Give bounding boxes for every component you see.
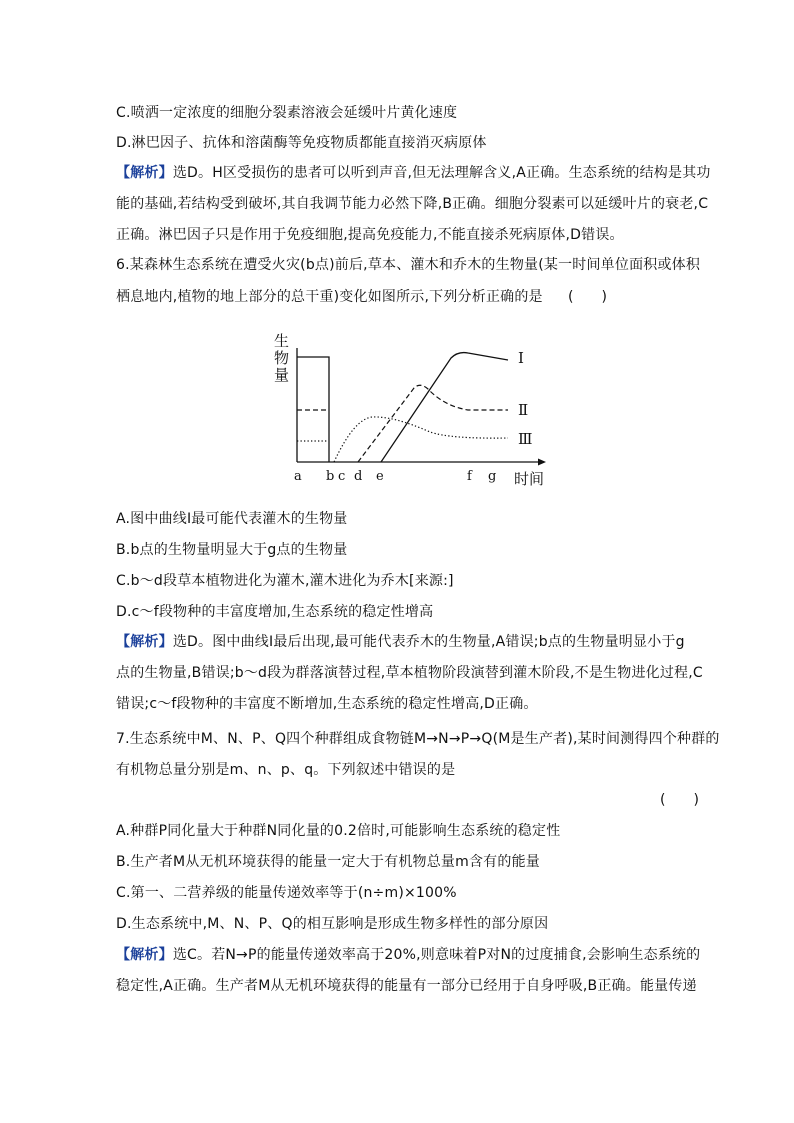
y-axis-label-char-2: 物 bbox=[274, 349, 290, 367]
answer-parentheses: ( ) bbox=[568, 289, 607, 305]
curve-I bbox=[381, 353, 508, 462]
analysis-tag: 【解析】 bbox=[116, 165, 173, 181]
analysis-7-line-2: 稳定性,A正确。生产者M从无机环境获得的能量有一部分已经用于自身呼吸,B正确。能量传递 bbox=[116, 978, 697, 994]
analysis-5-line-2: 能的基础,若结构受到破坏,其自我调节能力必然下降,B正确。细胞分裂素可以延缓叶片的衰老,C bbox=[116, 196, 709, 212]
x-tick-e: e bbox=[376, 469, 384, 484]
option-5c: C.喷洒一定浓度的细胞分裂素溶液会延缓叶片黄化速度 bbox=[116, 105, 458, 121]
option-6d: D.c～f段物种的丰富度增加,生态系统的稳定性增高 bbox=[116, 604, 434, 620]
curve-III bbox=[334, 417, 508, 462]
option-7b: B.生产者M从无机环境获得的能量一定大于有机物总量m含有的能量 bbox=[116, 854, 540, 870]
question-6-stem-1: 6.某森林生态系统在遭受火灾(b点)前后,草本、灌木和乔木的生物量(某一时间单位面积或体积 bbox=[116, 257, 701, 273]
answer-parentheses: ( ) bbox=[660, 792, 699, 808]
option-6b: B.b点的生物量明显大于g点的生物量 bbox=[116, 542, 348, 558]
question-7-stem-2: 有机物总量分别是m、n、p、q。下列叙述中错误的是 bbox=[116, 762, 456, 778]
option-7a: A.种群P同化量大于种群N同化量的0.2倍时,可能影响生态系统的稳定性 bbox=[116, 823, 561, 839]
curve-label-II: Ⅱ bbox=[518, 401, 529, 419]
analysis-6-line-1 bbox=[116, 633, 685, 651]
curve-label-III: Ⅲ bbox=[518, 430, 533, 448]
biomass-figure bbox=[268, 326, 550, 488]
analysis-7-text: 选C。若N→P的能量传递效率高于20%,则意味着P对N的过度捕食,会影响生态系统的 bbox=[172, 947, 701, 963]
analysis-5-line-1 bbox=[116, 164, 711, 182]
x-tick-f: f bbox=[467, 469, 472, 484]
analysis-7-line-1 bbox=[116, 946, 700, 964]
y-axis-label-char-1: 生 bbox=[274, 332, 290, 350]
analysis-6-line-2: 点的生物量,B错误;b～d段为群落演替过程,草本植物阶段演替到灌木阶段,不是生物进化过程,C bbox=[116, 665, 703, 681]
analysis-6-text: 选D。图中曲线Ⅰ最后出现,最可能代表乔木的生物量,A错误;b点的生物量明显小于g bbox=[172, 634, 685, 650]
analysis-tag: 【解析】 bbox=[116, 947, 173, 963]
option-7c: C.第一、二营养级的能量传递效率等于(n÷m)×100% bbox=[116, 885, 457, 901]
x-tick-a: a bbox=[294, 469, 302, 484]
analysis-5-text: 选D。H区受损伤的患者可以听到声音,但无法理解含义,A正确。生态系统的结构是其功 bbox=[172, 165, 711, 181]
question-6-stem-2: 栖息地内,植物的地上部分的总干重)变化如图所示,下列分析正确的是 bbox=[116, 289, 543, 305]
x-axis-arrow bbox=[538, 459, 546, 466]
x-tick-b: b bbox=[326, 469, 335, 484]
curve-label-I: Ⅰ bbox=[518, 349, 524, 367]
x-tick-g: g bbox=[488, 469, 497, 484]
curve-II bbox=[358, 385, 508, 462]
analysis-5-line-3: 正确。淋巴因子只是作用于免疫细胞,提高免疫能力,不能直接杀死病原体,D错误。 bbox=[116, 227, 624, 243]
option-5d: D.淋巴因子、抗体和溶菌酶等免疫物质都能直接消灭病原体 bbox=[116, 135, 487, 151]
x-tick-c: c bbox=[338, 469, 346, 484]
analysis-6-line-3: 错误;c～f段物种的丰富度不断增加,生态系统的稳定性增高,D正确。 bbox=[116, 696, 538, 712]
option-6c: C.b～d段草本植物进化为灌木,灌木进化为乔木[来源:] bbox=[116, 573, 454, 589]
analysis-tag: 【解析】 bbox=[116, 634, 173, 650]
x-axis-label: 时间 bbox=[514, 470, 545, 488]
x-tick-d: d bbox=[354, 469, 363, 484]
option-7d: D.生态系统中,M、N、P、Q的相互影响是形成生物多样性的部分原因 bbox=[116, 916, 549, 932]
y-axis-label-char-3: 量 bbox=[274, 366, 290, 384]
question-7-stem-1: 7.生态系统中M、N、P、Q四个种群组成食物链M→N→P→Q(M是生产者),某时间测得四个种群的 bbox=[116, 731, 720, 747]
option-6a: A.图中曲线Ⅰ最可能代表灌木的生物量 bbox=[116, 511, 348, 527]
